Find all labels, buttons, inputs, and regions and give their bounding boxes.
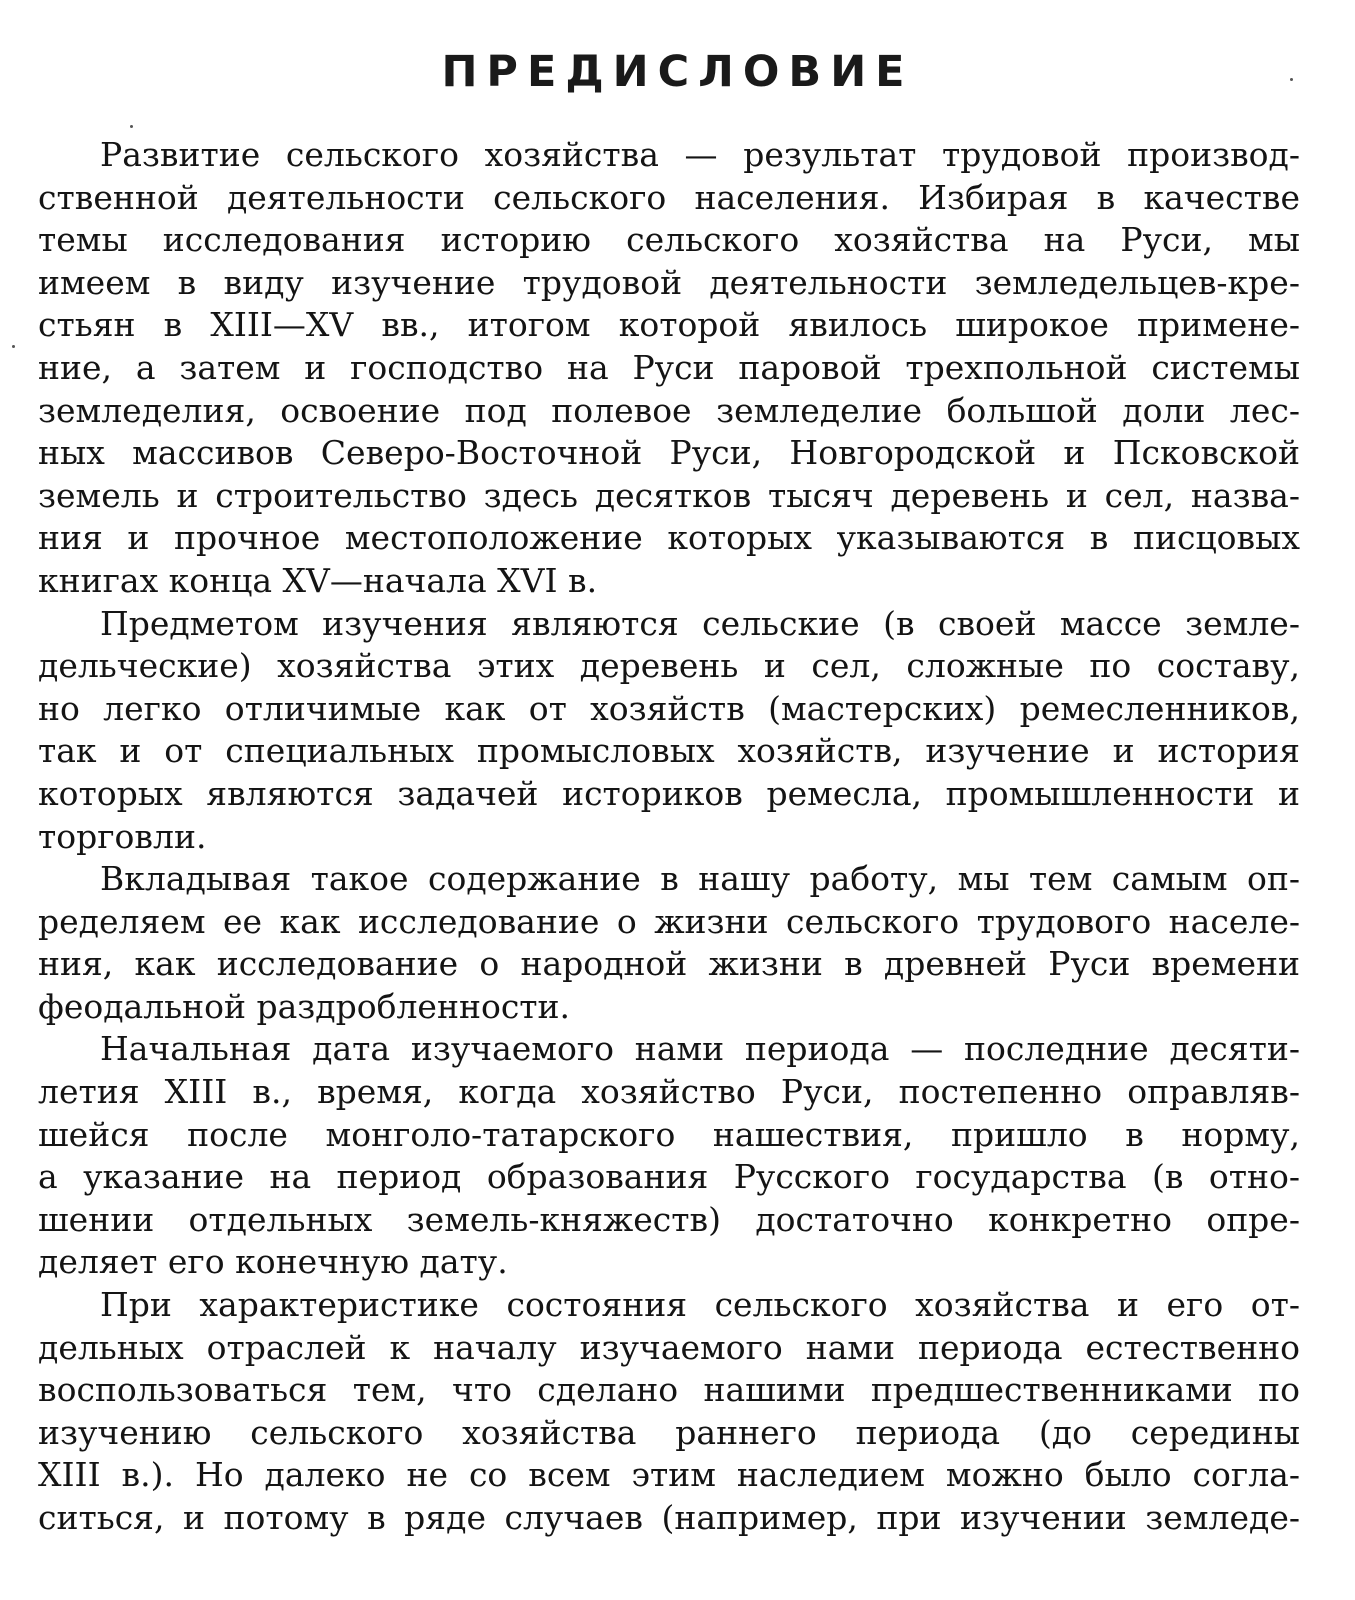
body-text	[38, 134, 1300, 1540]
text-line: земледелия, освоение под полевое земледелие большой доли лес-	[38, 390, 1300, 430]
text-line: земель и строительство здесь десятков тысяч деревень и сел, назва-	[38, 475, 1300, 515]
page-title: ПРЕДИСЛОВИЕ	[441, 47, 914, 97]
scan-speck	[130, 125, 133, 128]
text-line: XIII в.). Но далеко не со всем этим наследием можно было согла-	[38, 1455, 1300, 1495]
text-line: дельных отраслей к началу изучаемого нами периода естественно	[38, 1327, 1300, 1367]
scan-speck	[12, 345, 15, 348]
text-line: изучению сельского хозяйства раннего периода (до середины	[38, 1412, 1300, 1452]
text-line: которых являются задачей историков ремесла, промышленности и	[38, 773, 1300, 813]
text-line: а указание на период образования Русского государства (в отно-	[38, 1157, 1300, 1197]
text-line: торговли.	[38, 816, 207, 856]
text-line: ситься, и потому в ряде случаев (например, при изучении земледе-	[38, 1498, 1300, 1537]
text-line: дельческие) хозяйства этих деревень и сел, сложные по составу,	[38, 646, 1300, 686]
text-line: стьян в XIII—XV вв., итогом которой явилось широкое примене-	[38, 305, 1300, 345]
text-line: ределяем ее как исследование о жизни сельского трудового населе-	[38, 901, 1300, 941]
text-line: ственной деятельности сельского населения. Избирая в качестве	[38, 177, 1300, 217]
text-line: летия XIII в., время, когда хозяйство Руси, постепенно оправляв-	[38, 1072, 1300, 1112]
text-line: ния и прочное местоположение которых указываются в писцовых	[38, 518, 1300, 558]
text-line: ние, а затем и господство на Руси паровой трехпольной системы	[38, 347, 1300, 387]
text-line: так и от специальных промысловых хозяйств, изучение и история	[38, 731, 1300, 771]
text-line: темы исследования историю сельского хозяйства на Руси, мы	[38, 220, 1300, 260]
text-line: Начальная дата изучаемого нами периода — последние десяти-	[100, 1029, 1300, 1069]
text-line: книгах конца XV—начала XVI в.	[38, 560, 598, 600]
text-line: но легко отличимые как от хозяйств (мастерских) ремесленников,	[38, 688, 1300, 728]
text-line: воспользоваться тем, что сделано нашими предшественниками по	[38, 1370, 1300, 1410]
text-line: имеем в виду изучение трудовой деятельности земледельцев-кре-	[38, 262, 1300, 302]
text-line: феодальной раздробленности.	[38, 986, 571, 1026]
text-line: Развитие сельского хозяйства — результат трудовой производ-	[100, 135, 1300, 174]
text-line: шении отдельных земель-княжеств) достаточно конкретно опре-	[38, 1199, 1300, 1239]
scan-speck	[1290, 78, 1293, 81]
text-line: деляет его конечную дату.	[38, 1242, 508, 1282]
text-line: ных массивов Северо-Восточной Руси, Новгородской и Псковской	[38, 433, 1300, 473]
text-line: шейся после монголо-татарского нашествия, пришло в норму,	[38, 1114, 1300, 1154]
text-line: Предметом изучения являются сельские (в своей массе земле-	[100, 603, 1300, 643]
text-line: Вкладывая такое содержание в нашу работу, мы тем самым оп-	[100, 859, 1300, 899]
text-line: ния, как исследование о народной жизни в древней Руси времени	[38, 944, 1300, 984]
text-line: При характеристике состояния сельского хозяйства и его от-	[100, 1285, 1300, 1325]
